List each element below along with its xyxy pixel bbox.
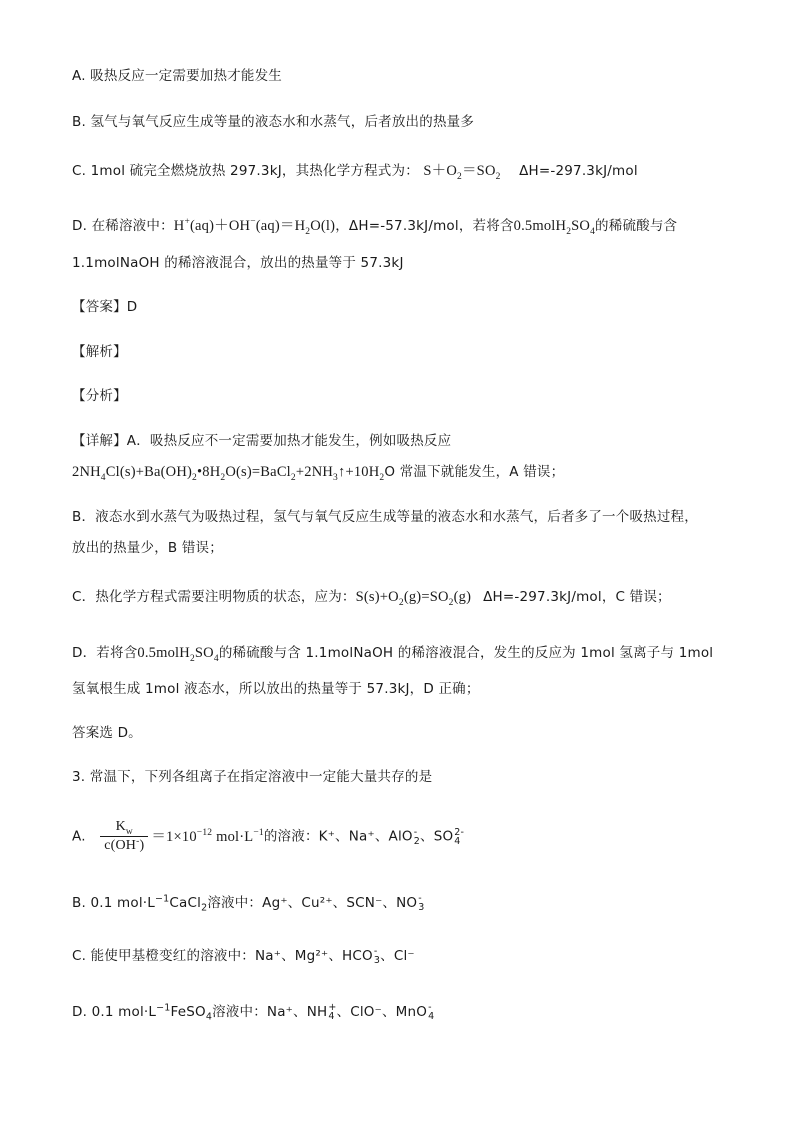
analysis-label: 【解析】 [72,344,127,360]
q2-option-d-line1: D. 在稀溶液中：$H^+(aq)+OH^-(aq)=H_2O(l)$，ΔH=-57.3kJ/mol，若将含$0.5molH_2SO_4$的稀硫酸与含 [72,217,678,237]
equation: $S(s)+O_2(g)=SO_2(g)$ [355,589,472,608]
detail-d-line1: D．若将含$0.5molH_2SO_4$的稀硫酸与含 1.1molNaOH 的稀溶液混合，发生的反应为 1mol 氢离子与 1mol [72,645,714,664]
q3-option-b: B. 0.1 $mol\cdot L^{-1}CaCl_2$溶液中：Ag⁺、Cu²⁺、SCN⁻、NO - 3 [72,893,425,914]
detail-b-line1: B．液态水到水蒸气为吸热过程，氢气与氧气反应生成等量的液态水和水蒸气，后者多了一个吸热过程， [72,509,698,525]
q2-option-c: C. 1mol 硫完全燃烧放热 297.3kJ，其热化学方程式为： $S+O_2=SO_2$ ΔH=-297.3kJ/mol [72,163,638,182]
q2-option-b: B. 氢气与氧气反应生成等量的液态水和水蒸气，后者放出的热量多 [72,114,475,130]
detail-a-line2: $2NH_4Cl(s)+Ba(OH)_2•8H_2O(s)=BaCl_2+2NH_3↑+10H_2O$ 常温下就能发生，A 错误； [72,464,565,483]
conclusion: 答案选 D。 [72,725,142,741]
q3-stem: 3. 常温下，下列各组离子在指定溶液中一定能大量共存的是 [72,769,433,785]
q3-option-c: C. 能使甲基橙变红的溶液中：Na⁺、Mg²⁺、HCO - 3 、Cl⁻ [72,946,415,966]
equation: $S+O_2=SO_2$ [423,163,501,182]
detail-a-line1: 【详解】A．吸热反应不一定需要加热才能发生，例如吸热反应 [72,433,452,449]
q2-option-d-line2: 1.1molNaOH 的稀溶液混合，放出的热量等于 57.3kJ [72,255,404,271]
detail-d-line2: 氢氧根生成 1mol 液态水，所以放出的热量等于 57.3kJ，D 正确； [72,681,480,697]
q3-option-a: A. $\frac{K_w}{c(OH^-)}$ $=1\times 10^{-12}$ $mol\cdot L^{-1}$的溶液：K⁺、Na⁺、AlO - 2 、SO 2- 4 [72,819,465,853]
detail-b-line2: 放出的热量少，B 错误； [72,540,223,556]
kw-fraction: $\frac{K_w}{c(OH^-)}$ [100,818,148,855]
fenxi-label: 【分析】 [72,388,127,404]
detail-c: C．热化学方程式需要注明物质的状态，应为：$S(s)+O_2(g)=SO_2(g)$ ΔH=-297.3kJ/mol，C 错误； [72,589,671,608]
q3-option-d: D. 0.1 $mol\cdot L^{-1}FeSO_4$溶液中：Na⁺、NH + 4 、ClO⁻、MnO - 4 [72,1002,435,1023]
q2-option-a: A. 吸热反应一定需要加热才能发生 [72,68,282,84]
equation: $H^+(aq)+OH^-(aq)=H_2O(l)$ [173,217,336,237]
answer-label: 【答案】D [72,299,138,315]
